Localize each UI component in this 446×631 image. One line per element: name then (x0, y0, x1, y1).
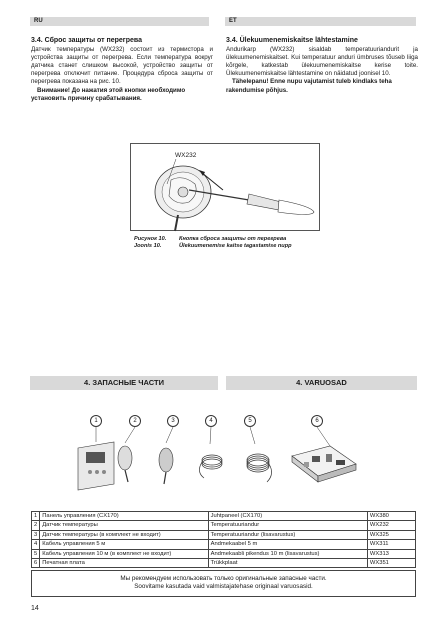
figure-captions (134, 236, 292, 250)
temperature-sensor-optional-icon (159, 448, 173, 484)
parts-table (31, 511, 416, 568)
page-number: 14 (31, 605, 39, 612)
table-row (32, 558, 416, 567)
part-number-4: 4 (205, 415, 217, 427)
table-row (32, 540, 416, 549)
reset-figure (130, 143, 320, 231)
section-warning-ru: Внимание! До нажатия этой кнопки необходимо установить причину срабатывания. (31, 86, 186, 102)
part-index: 3 (32, 530, 40, 539)
part-index: 6 (32, 558, 40, 567)
language-tag-ru: RU (30, 17, 209, 26)
cable-10m-icon (247, 454, 272, 482)
figure-caption-et (134, 243, 292, 250)
part-name-et: Temperatuuriandur (lisavarustus) (208, 530, 367, 539)
control-panel-icon (78, 442, 114, 490)
sensor-illustration (131, 144, 321, 232)
recommendation-box (31, 570, 416, 597)
spare-parts-heading-ru: 4. ЗАПАСНЫЕ ЧАСТИ (30, 376, 218, 390)
section-et (226, 36, 418, 95)
part-index: 5 (32, 549, 40, 558)
part-name-et: Juhtpaneel (CX170) (208, 512, 367, 521)
language-tag-et: ET (225, 17, 416, 26)
part-name-et: Trükkplaat (208, 558, 367, 567)
part-index: 4 (32, 540, 40, 549)
caption-number-et: Joonis 10. (134, 243, 162, 249)
cable-5m-icon (199, 455, 222, 478)
spare-parts-heading-et: 4. VARUOSAD (226, 376, 417, 390)
part-code: WX351 (367, 558, 415, 567)
part-name-ru: Кабель управления 5 м (40, 540, 208, 549)
part-number-3: 3 (167, 415, 179, 427)
part-name-et: Temperatuuriandur (208, 521, 367, 530)
part-name-ru: Кабель управления 10 м (в комплект не входит) (40, 549, 208, 558)
table-row (32, 512, 416, 521)
part-code: WX313 (367, 549, 415, 558)
table-row (32, 549, 416, 558)
part-name-ru: Панель управления (CX170) (40, 512, 208, 521)
section-title-ru: 3.4. Сброс защиты от перегрева (31, 37, 142, 44)
part-code: WX380 (367, 512, 415, 521)
section-ru (31, 36, 213, 103)
temperature-sensor-icon (118, 446, 132, 482)
section-body-et: Andurikarp (WX232) sisaldab temperatuuriandurit ja ülekuumenemiskaitset. Kui temperatuur anduri ümbruses tõuseb liiga kõrgele, katkestab ülekuumenemiskaitse kerise toite. Ülekuumenemiskaitse lähtestamine on näidatud joonisel 10. (226, 45, 418, 78)
section-body-ru: Датчик температуры (WX232) состоит из термистора и устройства защиты от перегрева. Если температура вокруг датчика станет слишком высокой, устройство защиты от перегрева отключит питание. Процедура сброса защиты от перегрева показана на рис. 10. (31, 45, 213, 86)
table-row (32, 530, 416, 539)
part-name-et: Andmekaabli pikendus 10 m (lisavarustus) (208, 549, 367, 558)
recommendation-et: Soovitame kasutada vaid valmistajatehase originaal varuosasid. (134, 583, 313, 590)
caption-number-ru: Рисунок 10. (134, 236, 167, 242)
part-number-5: 5 (244, 415, 256, 427)
part-name-ru: Датчик температуры (40, 521, 208, 530)
parts-illustration (30, 420, 420, 500)
table-row (32, 521, 416, 530)
part-number-6: 6 (311, 415, 323, 427)
part-name-ru: Печатная плата (40, 558, 208, 567)
part-name-et: Andmekaabel 5 m (208, 540, 367, 549)
section-title-et: 3.4. Ülekuumenemiskaitse lähtestamine (226, 37, 358, 44)
part-number-1: 1 (90, 415, 102, 427)
part-name-ru: Датчик температуры (в комплект не входит) (40, 530, 208, 539)
part-index: 2 (32, 521, 40, 530)
sensor-code-label: WX232 (175, 152, 197, 159)
part-index: 1 (32, 512, 40, 521)
section-warning-et: Tähelepanu! Enne nupu vajutamist tuleb kindlaks teha rakendumise põhjus. (226, 78, 392, 94)
part-number-2: 2 (129, 415, 141, 427)
recommendation-ru: Мы рекомендуем использовать только оригинальные запасные части. (120, 575, 327, 582)
part-code: WX325 (367, 530, 415, 539)
circuit-board-icon (292, 446, 356, 482)
part-code: WX311 (367, 540, 415, 549)
parts-table-body (32, 512, 416, 568)
part-code: WX232 (367, 521, 415, 530)
caption-text-et: Ülekuumenemise kaitse tagastamise nupp (179, 243, 292, 249)
figure-caption-ru (134, 236, 292, 243)
caption-text-ru: Кнопка сброса защиты от перегрева (179, 236, 287, 242)
